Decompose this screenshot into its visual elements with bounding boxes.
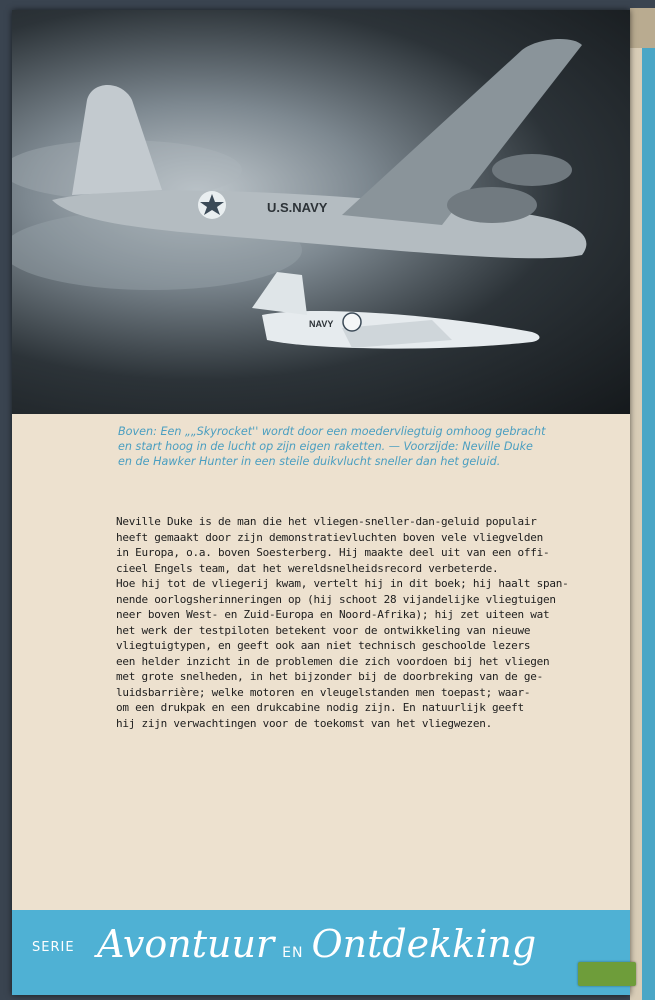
blurb-line: om een drukpak en een drukcabine nodig zijn. En natuurlijk geeft: [116, 701, 524, 714]
caption-line: en start hoog in de lucht op zijn eigen raketten. — Voorzijde: Neville Duke: [118, 440, 533, 453]
blurb-line: het werk der testpiloten betekent voor de ontwikkeling van nieuwe: [116, 623, 531, 637]
series-label: SERIE: [32, 940, 75, 955]
caption-line: Boven: Een „„Skyrocket'' wordt door een moedervliegtuig omhoog gebracht: [118, 425, 546, 438]
blurb-line: een helder inzicht in de problemen die zich voordoen bij het vliegen: [116, 654, 550, 668]
rocket-star-insignia-icon: [343, 313, 361, 331]
blurb-line: neer boven West- en Zuid-Europa en Noord-Afrika); hij zet uiteen wat: [116, 608, 550, 621]
blurb-line: hij zijn verwachtingen voor de toekomst van het vliegwezen.: [116, 716, 492, 730]
blurb-line: cieel Engels team, dat het wereldsnelheidsrecord verbeterde.: [116, 561, 499, 575]
blurb-line: nende oorlogsherinneringen op (hij schoot 28 vijandelijke vliegtuigen: [116, 592, 556, 606]
blurb-line: vliegtuigtypen, en geeft ook aan niet technisch geschoolde lezers: [116, 639, 531, 652]
blurb-line: Hoe hij tot de vliegerij kwam, vertelt hij in dit boek; hij haalt span-: [116, 577, 569, 590]
blurb-text: [116, 514, 598, 731]
photo-caption: [118, 424, 598, 469]
caption-line: en de Hawker Hunter in een steile duikvlucht sneller dan het geluid.: [118, 455, 501, 468]
blurb-line: met grote snelheden, in het bijzonder bij de doorbreking van de ge-: [116, 670, 543, 683]
series-band: [12, 910, 630, 995]
blurb-line: heeft gemaakt door zijn demonstratievluchten boven vele vliegvelden: [116, 530, 543, 544]
book-spine: [630, 8, 655, 1000]
blurb-line: Neville Duke is de man die het vliegen-sneller-dan-geluid populair: [116, 515, 537, 528]
bomber-tail: [72, 85, 162, 195]
bomber-marking: U.S.NAVY: [267, 200, 328, 215]
aircraft-illustration: [12, 10, 630, 414]
series-title: [97, 922, 536, 966]
rocket-marking: NAVY: [309, 319, 334, 329]
blurb-line: luidsbarrière; welke motoren en vleugelstanden men toepast; waar-: [116, 685, 531, 699]
series-title-en: EN: [282, 945, 304, 961]
cover-photo: [12, 10, 630, 414]
spine-top-edge: [630, 8, 655, 48]
series-title-part-b: Ontdekking: [311, 922, 537, 966]
blurb-line: in Europa, o.a. boven Soesterberg. Hij maakte deel uit van een offi-: [116, 546, 550, 559]
price-sticker: [578, 962, 636, 986]
series-title-part-a: Avontuur: [97, 922, 275, 966]
